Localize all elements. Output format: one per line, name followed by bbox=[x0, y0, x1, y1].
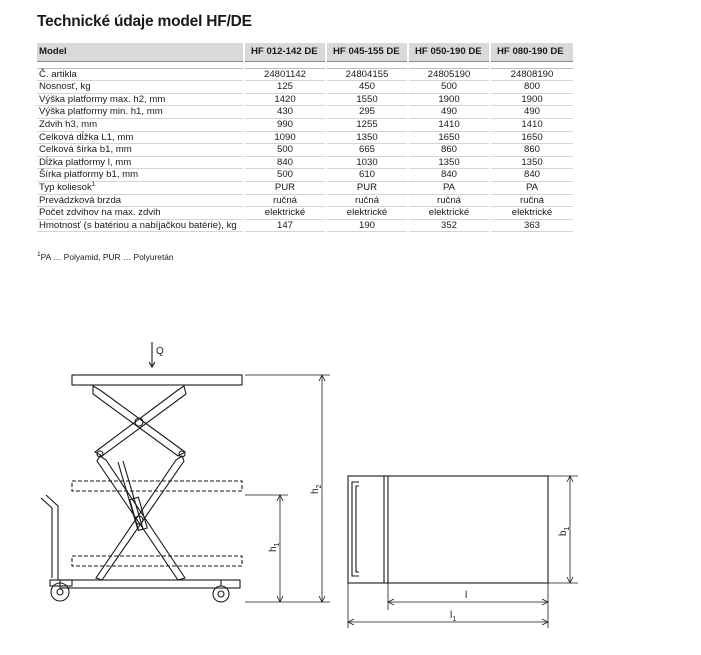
row-label: Výška platformy max. h2, mm bbox=[37, 93, 244, 106]
table-row bbox=[37, 219, 573, 232]
row-value: 500 bbox=[244, 144, 326, 157]
row-label: Hmotnosť (s batériou a nabíjačkou batérie), kg bbox=[37, 219, 244, 232]
row-value: 490 bbox=[408, 106, 490, 119]
row-label: Šírka platformy b1, mm bbox=[37, 169, 244, 182]
row-value: ručná bbox=[408, 194, 490, 207]
row-value: 24801142 bbox=[244, 68, 326, 81]
table-row bbox=[37, 156, 573, 169]
row-label: Výška platformy min. h1, mm bbox=[37, 106, 244, 119]
row-value: 1900 bbox=[408, 93, 490, 106]
row-value: 1420 bbox=[244, 93, 326, 106]
header-model-1: HF 012-142 DE bbox=[244, 43, 326, 61]
row-value: 24805190 bbox=[408, 68, 490, 81]
row-value: elektrické bbox=[490, 207, 573, 220]
table-row bbox=[37, 131, 573, 144]
l1-label: $l_1$ bbox=[450, 610, 457, 623]
row-label: Prevádzková brzda bbox=[37, 194, 244, 207]
row-value: 1090 bbox=[244, 131, 326, 144]
row-value: 1255 bbox=[326, 118, 408, 131]
footnote bbox=[37, 252, 174, 262]
load-label: Q bbox=[156, 346, 164, 357]
row-value: 1650 bbox=[408, 131, 490, 144]
row-value: 1350 bbox=[490, 156, 573, 169]
footnote-text: PA … Polyamid, PUR … Polyuretán bbox=[40, 252, 174, 262]
table-row bbox=[37, 93, 573, 106]
header-model-2: HF 045-155 DE bbox=[326, 43, 408, 61]
row-label: Zdvih h3, mm bbox=[37, 118, 244, 131]
row-value: 1350 bbox=[408, 156, 490, 169]
table-row bbox=[37, 118, 573, 131]
h2-label: $h_2$ bbox=[310, 484, 323, 494]
row-value: PUR bbox=[244, 181, 326, 194]
row-value: 500 bbox=[244, 169, 326, 182]
row-value: 1900 bbox=[490, 93, 573, 106]
table-spacer-row bbox=[37, 61, 573, 68]
lift-table-drawing bbox=[0, 330, 701, 655]
table-row bbox=[37, 106, 573, 119]
row-value: 1030 bbox=[326, 156, 408, 169]
table-row bbox=[37, 68, 573, 81]
row-value: ručná bbox=[244, 194, 326, 207]
row-value: ručná bbox=[490, 194, 573, 207]
h1-label: $h_1$ bbox=[268, 542, 281, 552]
row-value: 990 bbox=[244, 118, 326, 131]
row-value: 500 bbox=[408, 81, 490, 94]
platform-top bbox=[72, 375, 242, 385]
row-label: Dĺžka platformy l, mm bbox=[37, 156, 244, 169]
table-row bbox=[37, 207, 573, 220]
row-value: 610 bbox=[326, 169, 408, 182]
table-row bbox=[37, 144, 573, 157]
header-model: Model bbox=[37, 43, 244, 61]
row-value: elektrické bbox=[408, 207, 490, 220]
row-label: Nosnosť, kg bbox=[37, 81, 244, 94]
row-value: 490 bbox=[490, 106, 573, 119]
row-value: ručná bbox=[326, 194, 408, 207]
row-value: 1650 bbox=[490, 131, 573, 144]
header-model-4: HF 080-190 DE bbox=[490, 43, 573, 61]
top-view-platform bbox=[348, 476, 548, 583]
row-value: elektrické bbox=[326, 207, 408, 220]
table-row bbox=[37, 194, 573, 207]
row-value: 800 bbox=[490, 81, 573, 94]
row-value: 840 bbox=[244, 156, 326, 169]
b1-label: $b_1$ bbox=[558, 526, 571, 536]
header-model-3: HF 050-190 DE bbox=[408, 43, 490, 61]
row-value: 430 bbox=[244, 106, 326, 119]
table-row bbox=[37, 169, 573, 182]
row-value: 840 bbox=[408, 169, 490, 182]
row-value: 147 bbox=[244, 219, 326, 232]
row-value: 24808190 bbox=[490, 68, 573, 81]
table-row bbox=[37, 181, 573, 194]
scissor-upper-arm-a bbox=[93, 386, 185, 456]
row-value: PUR bbox=[326, 181, 408, 194]
row-value: 352 bbox=[408, 219, 490, 232]
base-frame bbox=[60, 580, 240, 588]
table-row bbox=[37, 81, 573, 94]
row-value: 450 bbox=[326, 81, 408, 94]
row-value: 1410 bbox=[408, 118, 490, 131]
row-value: 1350 bbox=[326, 131, 408, 144]
scissor-lower-arm-a bbox=[97, 456, 185, 580]
table-header-row bbox=[37, 43, 573, 61]
row-value: 125 bbox=[244, 81, 326, 94]
page-title: Technické údaje model HF/DE bbox=[37, 13, 252, 30]
platform-low-position bbox=[72, 556, 242, 566]
row-value: 295 bbox=[326, 106, 408, 119]
footnote-marker: 1 bbox=[37, 251, 41, 259]
row-label: Celková dĺžka L1, mm bbox=[37, 131, 244, 144]
row-label: Typ koliesok$^1$ bbox=[37, 181, 244, 194]
row-value: 840 bbox=[490, 169, 573, 182]
row-value: 665 bbox=[326, 144, 408, 157]
row-value: 190 bbox=[326, 219, 408, 232]
row-value: 860 bbox=[490, 144, 573, 157]
platform-mid-position bbox=[72, 481, 242, 491]
row-value: 24804155 bbox=[326, 68, 408, 81]
row-label: Počet zdvihov na max. zdvih bbox=[37, 207, 244, 220]
row-value: 363 bbox=[490, 219, 573, 232]
row-value: PA bbox=[490, 181, 573, 194]
row-value: PA bbox=[408, 181, 490, 194]
row-value: 1410 bbox=[490, 118, 573, 131]
row-label: Č. artikla bbox=[37, 68, 244, 81]
push-handle bbox=[41, 498, 52, 578]
l-label: l bbox=[465, 590, 468, 601]
row-label: Celková šírka b1, mm bbox=[37, 144, 244, 157]
typ-koliesok-footnote-marker: 1 bbox=[91, 180, 96, 188]
row-value: 1550 bbox=[326, 93, 408, 106]
spec-table bbox=[37, 43, 573, 232]
row-value: 860 bbox=[408, 144, 490, 157]
row-value: elektrické bbox=[244, 207, 326, 220]
